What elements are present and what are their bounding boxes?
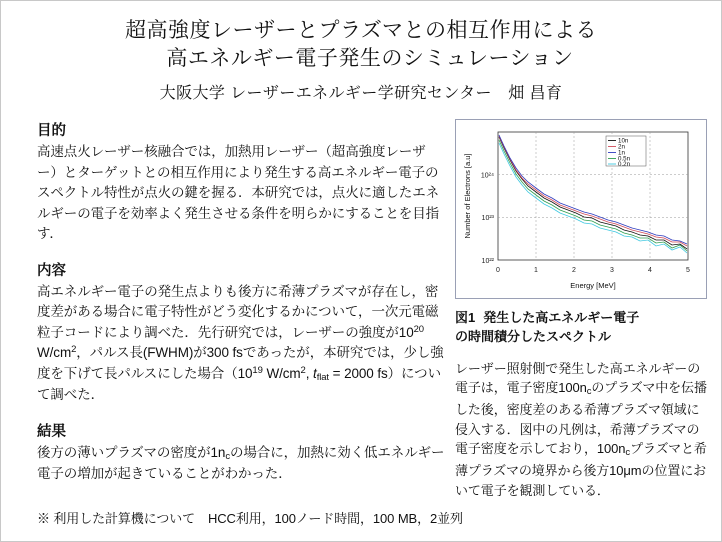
legend-item-02nc: 0.2n — [618, 160, 631, 168]
legend-item-10nc: 10n — [618, 137, 629, 145]
section-body-contents — [37, 282, 445, 406]
x-tick-3: 3 — [610, 267, 614, 274]
contents-subscript-flat: flat — [316, 371, 329, 383]
page-title-line-1: 超高強度レーザーとプラズマとの相互作用による — [125, 19, 597, 42]
y-tick-1e24: 10²⁴ — [480, 172, 494, 180]
legend-item-2nc: 2n — [618, 143, 625, 151]
contents-exponent-4: 2 — [300, 364, 306, 376]
left-column — [1, 119, 451, 485]
section-body-purpose: 高速点火レーザー核融合では，加熱用レーザー（超高強度レーザー）とターゲットとの相互作用により発生する高エネルギー電子のスペクトル特性が点火の鍵を握る．本研究では，点火に適したエネルギーの電子を効率よく発生させる条件を明らかにすることを目指す． — [37, 144, 439, 242]
x-tick-2: 2 — [572, 267, 576, 274]
electron-spectrum-plot — [456, 120, 706, 298]
result-text-2: の場合に，加熱に効く低エネルギー電子の増加が起きていることがわかった． — [37, 444, 445, 482]
section-heading-result: 結果 — [37, 423, 66, 440]
x-tick-0: 0 — [496, 267, 500, 274]
figure-caption-line-2: の時間積分したスペクトル — [455, 328, 612, 344]
title-block — [1, 1, 721, 103]
contents-variable-t: t — [313, 365, 317, 381]
contents-exponent-2: 2 — [71, 344, 77, 356]
legend-item-1nc: 1n — [618, 149, 625, 157]
figure-description-sub-2: c — [625, 447, 631, 459]
contents-text-6: = 2000 fs）について調べた． — [37, 365, 441, 403]
figure-caption-line-1: 発生した高エネルギー電子 — [483, 310, 640, 325]
x-axis-label: Energy [MeV] — [570, 281, 616, 290]
body-columns — [1, 119, 721, 513]
figure-caption-label: 図1 — [455, 310, 476, 325]
result-text-1: 後方の薄いプラズマの密度が1n — [37, 444, 226, 460]
figure-description-sub-1: c — [586, 386, 592, 398]
contents-text-1: 高エネルギー電子の発生点よりも後方に希薄プラズマが存在し，密度差がある場合に電子特性がどう変化するかについて，一次元電磁粒子コードにより調べた．先行研究では，レーザーの強度が10 — [37, 283, 439, 340]
contents-text-2: W/cm — [37, 345, 72, 361]
section-body-result — [37, 443, 445, 485]
figure-description-text-1: レーザー照射側で発生した高エネルギーの電子は，電子密度100n — [455, 360, 701, 396]
y-tick-1e23: 10²³ — [481, 215, 494, 222]
contents-text-3: ，パルス長(FWHM)が300 fsであったが，本研究では，少し強度を下げて長パルスにした場合（10 — [37, 345, 444, 381]
y-tick-1e22: 10²² — [481, 258, 494, 265]
contents-exponent-3: 19 — [252, 364, 263, 376]
footnote-compute-resources: ※ 利用した計算機について HCC利用，100ノード時間，100 MB，2並列 — [37, 511, 463, 526]
section-heading-contents: 内容 — [37, 262, 66, 279]
right-column — [451, 119, 721, 513]
x-tick-1: 1 — [534, 267, 538, 274]
contents-exponent-1: 20 — [413, 323, 424, 335]
page-title-line-2: 高エネルギー電子発生のシミュレーション — [166, 47, 574, 71]
chart-legend — [606, 136, 646, 168]
x-tick-5: 5 — [686, 267, 690, 274]
contents-text-4: W/cm — [262, 365, 301, 381]
result-subscript-c: c — [225, 450, 230, 462]
figure-caption — [455, 309, 707, 347]
author-affiliation: 大阪大学 レーザーエネルギー学研究センター 畑 昌育 — [159, 84, 563, 102]
section-heading-purpose: 目的 — [37, 123, 66, 139]
legend-item-05nc: 0.5n — [618, 155, 631, 163]
x-tick-4: 4 — [648, 267, 652, 274]
y-axis-label: Number of Electrons [a.u] — [463, 153, 472, 239]
contents-text-5: , — [305, 365, 314, 381]
figure-description-text-3: プラズマと希薄プラズマの境界から後方10μmの位置において電子を観測している． — [455, 441, 707, 498]
figure-description — [455, 359, 707, 501]
figure-description-text-2: のプラズマ中を伝播した後，密度差のある希薄プラズマ領域に侵入する．図中の凡例は，希薄プラズマの電子密度を示しており，100n — [455, 380, 707, 457]
figure-chart-electron-spectrum — [455, 119, 707, 299]
